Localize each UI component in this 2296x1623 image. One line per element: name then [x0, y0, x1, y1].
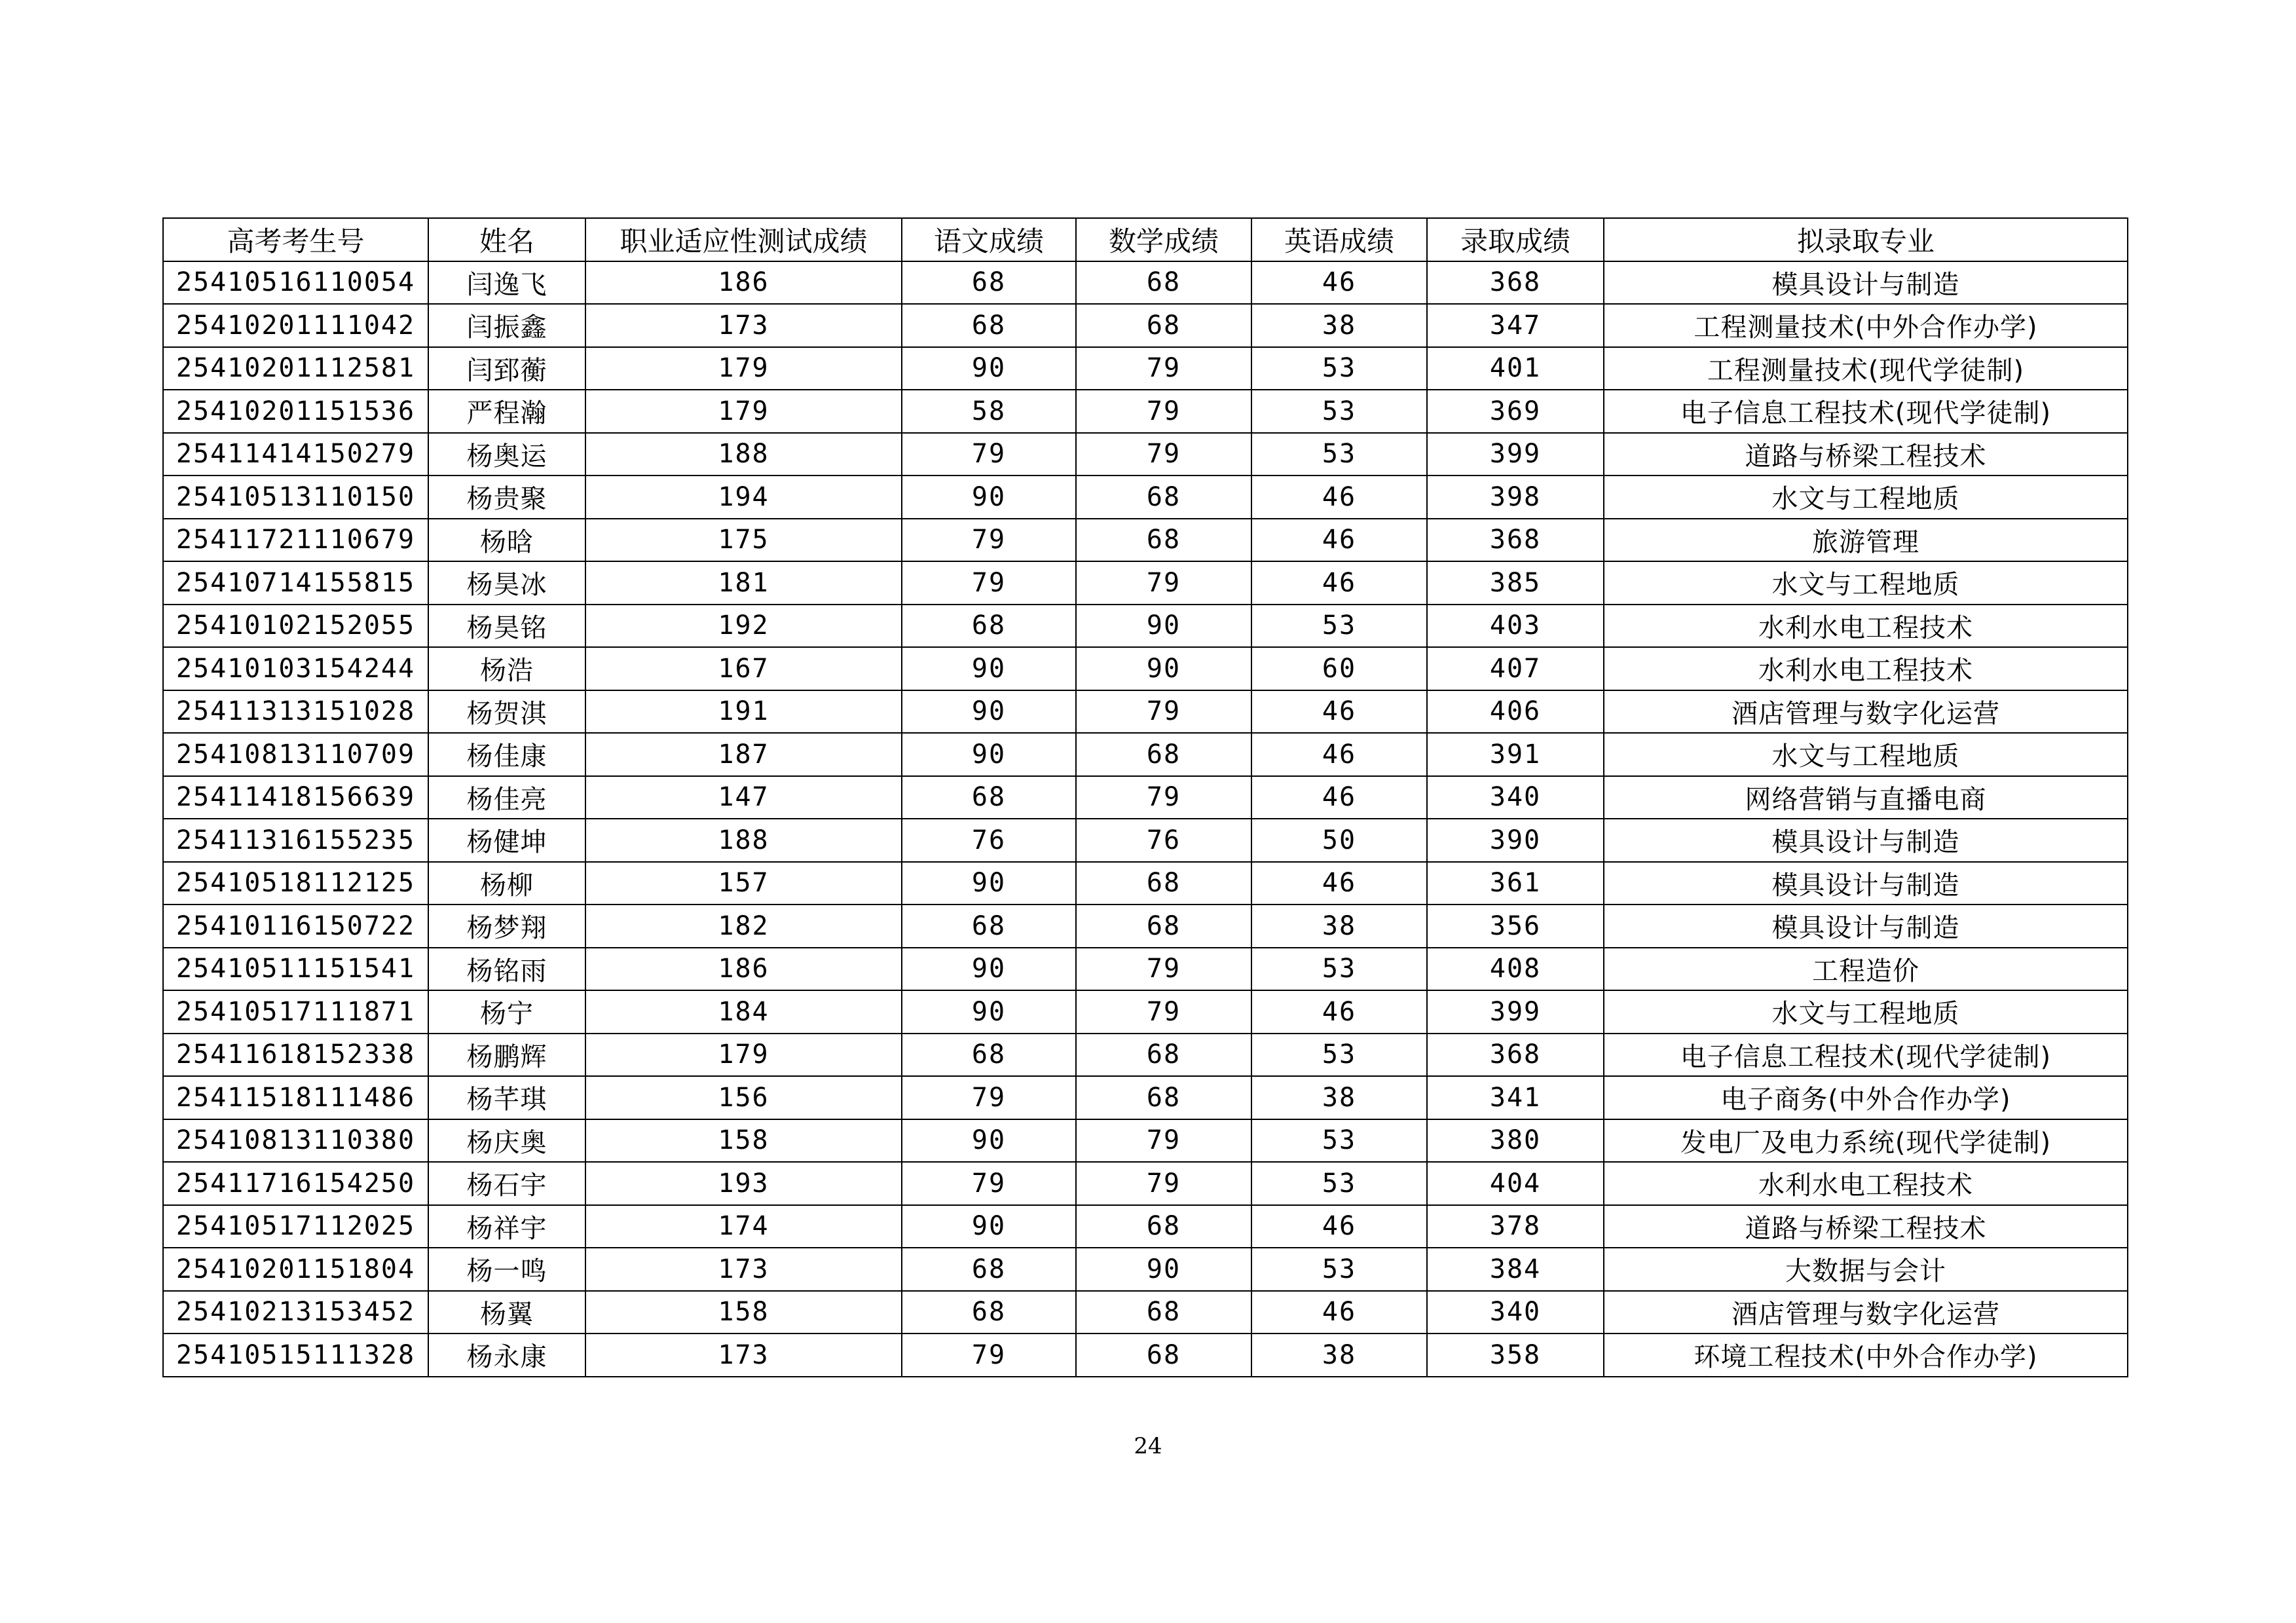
student-name-cell: 杨佳亮: [428, 776, 585, 819]
table-row: [163, 819, 2128, 862]
math-score-cell: 79: [1076, 347, 1251, 390]
math-score-cell: 68: [1076, 519, 1251, 562]
col-header-english-score: 英语成绩: [1251, 218, 1427, 261]
english-score-cell: 46: [1251, 690, 1427, 734]
aptitude-score-cell: 157: [585, 862, 902, 905]
major-cell: 水文与工程地质: [1604, 476, 2128, 519]
major-cell: 水利水电工程技术: [1604, 647, 2128, 690]
exam-id-cell: 25410813110709: [163, 733, 428, 776]
major-cell: 水利水电工程技术: [1604, 605, 2128, 648]
math-score-cell: 90: [1076, 1248, 1251, 1291]
admission-score-cell: 368: [1427, 261, 1604, 305]
chinese-score-cell: 79: [902, 1334, 1076, 1377]
student-name-cell: 杨晗: [428, 519, 585, 562]
aptitude-score-cell: 179: [585, 390, 902, 433]
table-row: [163, 519, 2128, 562]
table-row: [163, 647, 2128, 690]
student-name-cell: 杨梦翔: [428, 905, 585, 948]
table-row: [163, 1205, 2128, 1248]
aptitude-score-cell: 188: [585, 433, 902, 476]
exam-id-cell: 25410518112125: [163, 862, 428, 905]
english-score-cell: 50: [1251, 819, 1427, 862]
major-cell: 发电厂及电力系统(现代学徒制): [1604, 1119, 2128, 1163]
math-score-cell: 68: [1076, 1291, 1251, 1334]
english-score-cell: 46: [1251, 519, 1427, 562]
chinese-score-cell: 68: [902, 776, 1076, 819]
aptitude-score-cell: 156: [585, 1076, 902, 1119]
admission-score-cell: 347: [1427, 304, 1604, 347]
exam-id-cell: 25410103154244: [163, 647, 428, 690]
aptitude-score-cell: 179: [585, 347, 902, 390]
aptitude-score-cell: 191: [585, 690, 902, 734]
exam-id-cell: 25410102152055: [163, 605, 428, 648]
admission-score-cell: 378: [1427, 1205, 1604, 1248]
student-name-cell: 杨宁: [428, 990, 585, 1034]
math-score-cell: 68: [1076, 905, 1251, 948]
math-score-cell: 68: [1076, 1205, 1251, 1248]
exam-id-cell: 25411316155235: [163, 819, 428, 862]
table-row: [163, 1291, 2128, 1334]
table-row: [163, 390, 2128, 433]
math-score-cell: 79: [1076, 776, 1251, 819]
english-score-cell: 53: [1251, 1248, 1427, 1291]
major-cell: 酒店管理与数字化运营: [1604, 690, 2128, 734]
chinese-score-cell: 58: [902, 390, 1076, 433]
math-score-cell: 79: [1076, 390, 1251, 433]
math-score-cell: 68: [1076, 733, 1251, 776]
major-cell: 工程造价: [1604, 948, 2128, 991]
english-score-cell: 38: [1251, 304, 1427, 347]
aptitude-score-cell: 184: [585, 990, 902, 1034]
admission-score-cell: 391: [1427, 733, 1604, 776]
exam-id-cell: 25410813110380: [163, 1119, 428, 1163]
major-cell: 水文与工程地质: [1604, 733, 2128, 776]
chinese-score-cell: 76: [902, 819, 1076, 862]
aptitude-score-cell: 193: [585, 1162, 902, 1205]
admission-score-cell: 340: [1427, 776, 1604, 819]
student-name-cell: 杨健坤: [428, 819, 585, 862]
english-score-cell: 53: [1251, 1162, 1427, 1205]
table-row: [163, 1034, 2128, 1077]
math-score-cell: 68: [1076, 862, 1251, 905]
major-cell: 道路与桥梁工程技术: [1604, 1205, 2128, 1248]
aptitude-score-cell: 182: [585, 905, 902, 948]
aptitude-score-cell: 192: [585, 605, 902, 648]
chinese-score-cell: 79: [902, 433, 1076, 476]
table-row: [163, 347, 2128, 390]
col-header-chinese-score: 语文成绩: [902, 218, 1076, 261]
aptitude-score-cell: 173: [585, 1334, 902, 1377]
table-row: [163, 605, 2128, 648]
table-row: [163, 776, 2128, 819]
aptitude-score-cell: 194: [585, 476, 902, 519]
admission-score-cell: 408: [1427, 948, 1604, 991]
student-name-cell: 杨贺淇: [428, 690, 585, 734]
math-score-cell: 79: [1076, 690, 1251, 734]
student-name-cell: 杨昊铭: [428, 605, 585, 648]
col-header-exam-id: 高考考生号: [163, 218, 428, 261]
major-cell: 环境工程技术(中外合作办学): [1604, 1334, 2128, 1377]
english-score-cell: 46: [1251, 1205, 1427, 1248]
chinese-score-cell: 90: [902, 862, 1076, 905]
exam-id-cell: 25411618152338: [163, 1034, 428, 1077]
chinese-score-cell: 90: [902, 733, 1076, 776]
aptitude-score-cell: 181: [585, 561, 902, 605]
aptitude-score-cell: 167: [585, 647, 902, 690]
math-score-cell: 68: [1076, 261, 1251, 305]
chinese-score-cell: 90: [902, 948, 1076, 991]
aptitude-score-cell: 186: [585, 948, 902, 991]
admission-score-cell: 380: [1427, 1119, 1604, 1163]
english-score-cell: 53: [1251, 433, 1427, 476]
exam-id-cell: 25410513110150: [163, 476, 428, 519]
student-name-cell: 闫逸飞: [428, 261, 585, 305]
english-score-cell: 38: [1251, 905, 1427, 948]
major-cell: 模具设计与制造: [1604, 261, 2128, 305]
col-header-admission-score: 录取成绩: [1427, 218, 1604, 261]
table-header-row: [163, 218, 2128, 261]
math-score-cell: 79: [1076, 1162, 1251, 1205]
student-name-cell: 杨奥运: [428, 433, 585, 476]
english-score-cell: 53: [1251, 390, 1427, 433]
table-row: [163, 476, 2128, 519]
english-score-cell: 53: [1251, 948, 1427, 991]
chinese-score-cell: 90: [902, 1205, 1076, 1248]
english-score-cell: 53: [1251, 1034, 1427, 1077]
english-score-cell: 38: [1251, 1334, 1427, 1377]
table-body: [163, 261, 2128, 1377]
english-score-cell: 53: [1251, 347, 1427, 390]
aptitude-score-cell: 158: [585, 1291, 902, 1334]
aptitude-score-cell: 186: [585, 261, 902, 305]
math-score-cell: 68: [1076, 1334, 1251, 1377]
table-row: [163, 733, 2128, 776]
major-cell: 大数据与会计: [1604, 1248, 2128, 1291]
chinese-score-cell: 90: [902, 647, 1076, 690]
student-name-cell: 闫郅蘅: [428, 347, 585, 390]
admission-score-cell: 399: [1427, 990, 1604, 1034]
major-cell: 水文与工程地质: [1604, 990, 2128, 1034]
english-score-cell: 46: [1251, 776, 1427, 819]
english-score-cell: 38: [1251, 1076, 1427, 1119]
major-cell: 模具设计与制造: [1604, 905, 2128, 948]
math-score-cell: 79: [1076, 1119, 1251, 1163]
admission-score-cell: 401: [1427, 347, 1604, 390]
chinese-score-cell: 79: [902, 1076, 1076, 1119]
admission-score-cell: 406: [1427, 690, 1604, 734]
admission-score-cell: 390: [1427, 819, 1604, 862]
chinese-score-cell: 79: [902, 561, 1076, 605]
aptitude-score-cell: 187: [585, 733, 902, 776]
table-row: [163, 862, 2128, 905]
exam-id-cell: 25411518111486: [163, 1076, 428, 1119]
major-cell: 旅游管理: [1604, 519, 2128, 562]
exam-id-cell: 25410517111871: [163, 990, 428, 1034]
major-cell: 电子商务(中外合作办学): [1604, 1076, 2128, 1119]
chinese-score-cell: 90: [902, 690, 1076, 734]
admission-score-cell: 341: [1427, 1076, 1604, 1119]
admission-score-cell: 361: [1427, 862, 1604, 905]
admission-score-cell: 358: [1427, 1334, 1604, 1377]
table-row: [163, 1162, 2128, 1205]
table-row: [163, 905, 2128, 948]
exam-id-cell: 25410201112581: [163, 347, 428, 390]
aptitude-score-cell: 173: [585, 1248, 902, 1291]
exam-id-cell: 25410511151541: [163, 948, 428, 991]
aptitude-score-cell: 147: [585, 776, 902, 819]
aptitude-score-cell: 173: [585, 304, 902, 347]
exam-id-cell: 25410201151804: [163, 1248, 428, 1291]
major-cell: 水利水电工程技术: [1604, 1162, 2128, 1205]
student-name-cell: 杨昊冰: [428, 561, 585, 605]
chinese-score-cell: 68: [902, 261, 1076, 305]
major-cell: 道路与桥梁工程技术: [1604, 433, 2128, 476]
page-number: 24: [1134, 1433, 1162, 1459]
exam-id-cell: 25411418156639: [163, 776, 428, 819]
table-row: [163, 1076, 2128, 1119]
english-score-cell: 46: [1251, 261, 1427, 305]
math-score-cell: 68: [1076, 476, 1251, 519]
chinese-score-cell: 68: [902, 1291, 1076, 1334]
chinese-score-cell: 90: [902, 990, 1076, 1034]
student-name-cell: 杨贵聚: [428, 476, 585, 519]
chinese-score-cell: 68: [902, 905, 1076, 948]
exam-id-cell: 25410714155815: [163, 561, 428, 605]
math-score-cell: 90: [1076, 647, 1251, 690]
math-score-cell: 68: [1076, 304, 1251, 347]
math-score-cell: 79: [1076, 948, 1251, 991]
math-score-cell: 79: [1076, 433, 1251, 476]
admission-score-cell: 369: [1427, 390, 1604, 433]
admission-score-cell: 407: [1427, 647, 1604, 690]
col-header-aptitude-score: 职业适应性测试成绩: [585, 218, 902, 261]
aptitude-score-cell: 175: [585, 519, 902, 562]
student-name-cell: 杨鹏辉: [428, 1034, 585, 1077]
math-score-cell: 90: [1076, 605, 1251, 648]
exam-id-cell: 25411414150279: [163, 433, 428, 476]
table-row: [163, 948, 2128, 991]
english-score-cell: 46: [1251, 733, 1427, 776]
student-name-cell: 杨佳康: [428, 733, 585, 776]
admission-score-cell: 403: [1427, 605, 1604, 648]
student-name-cell: 杨芊琪: [428, 1076, 585, 1119]
table-row: [163, 304, 2128, 347]
exam-id-cell: 25410201111042: [163, 304, 428, 347]
english-score-cell: 53: [1251, 605, 1427, 648]
major-cell: 酒店管理与数字化运营: [1604, 1291, 2128, 1334]
student-name-cell: 杨柳: [428, 862, 585, 905]
major-cell: 模具设计与制造: [1604, 862, 2128, 905]
chinese-score-cell: 68: [902, 1034, 1076, 1077]
admission-score-cell: 385: [1427, 561, 1604, 605]
english-score-cell: 46: [1251, 1291, 1427, 1334]
major-cell: 水文与工程地质: [1604, 561, 2128, 605]
table-row: [163, 1248, 2128, 1291]
student-name-cell: 杨永康: [428, 1334, 585, 1377]
exam-id-cell: 25411313151028: [163, 690, 428, 734]
english-score-cell: 46: [1251, 476, 1427, 519]
admission-score-table: [162, 217, 2128, 1377]
math-score-cell: 79: [1076, 561, 1251, 605]
admission-score-cell: 368: [1427, 1034, 1604, 1077]
major-cell: 电子信息工程技术(现代学徒制): [1604, 390, 2128, 433]
math-score-cell: 79: [1076, 990, 1251, 1034]
admission-score-cell: 384: [1427, 1248, 1604, 1291]
aptitude-score-cell: 188: [585, 819, 902, 862]
chinese-score-cell: 68: [902, 605, 1076, 648]
admission-score-cell: 368: [1427, 519, 1604, 562]
student-name-cell: 杨石宇: [428, 1162, 585, 1205]
major-cell: 电子信息工程技术(现代学徒制): [1604, 1034, 2128, 1077]
student-name-cell: 杨祥宇: [428, 1205, 585, 1248]
student-name-cell: 闫振鑫: [428, 304, 585, 347]
student-name-cell: 杨一鸣: [428, 1248, 585, 1291]
math-score-cell: 68: [1076, 1034, 1251, 1077]
chinese-score-cell: 90: [902, 476, 1076, 519]
exam-id-cell: 25410517112025: [163, 1205, 428, 1248]
aptitude-score-cell: 158: [585, 1119, 902, 1163]
chinese-score-cell: 90: [902, 1119, 1076, 1163]
table-row: [163, 1119, 2128, 1163]
major-cell: 网络营销与直播电商: [1604, 776, 2128, 819]
english-score-cell: 60: [1251, 647, 1427, 690]
major-cell: 模具设计与制造: [1604, 819, 2128, 862]
chinese-score-cell: 68: [902, 304, 1076, 347]
col-header-major: 拟录取专业: [1604, 218, 2128, 261]
exam-id-cell: 25410213153452: [163, 1291, 428, 1334]
aptitude-score-cell: 179: [585, 1034, 902, 1077]
exam-id-cell: 25410116150722: [163, 905, 428, 948]
exam-id-cell: 25411721110679: [163, 519, 428, 562]
table-row: [163, 433, 2128, 476]
student-name-cell: 杨翼: [428, 1291, 585, 1334]
english-score-cell: 46: [1251, 862, 1427, 905]
admission-score-cell: 356: [1427, 905, 1604, 948]
table-row: [163, 561, 2128, 605]
chinese-score-cell: 68: [902, 1248, 1076, 1291]
admission-score-cell: 404: [1427, 1162, 1604, 1205]
english-score-cell: 46: [1251, 990, 1427, 1034]
student-name-cell: 杨庆奥: [428, 1119, 585, 1163]
chinese-score-cell: 90: [902, 347, 1076, 390]
table-row: [163, 690, 2128, 734]
student-name-cell: 杨浩: [428, 647, 585, 690]
student-name-cell: 严程瀚: [428, 390, 585, 433]
col-header-math-score: 数学成绩: [1076, 218, 1251, 261]
major-cell: 工程测量技术(现代学徒制): [1604, 347, 2128, 390]
exam-id-cell: 25411716154250: [163, 1162, 428, 1205]
aptitude-score-cell: 174: [585, 1205, 902, 1248]
english-score-cell: 53: [1251, 1119, 1427, 1163]
exam-id-cell: 25410201151536: [163, 390, 428, 433]
col-header-name: 姓名: [428, 218, 585, 261]
exam-id-cell: 25410516110054: [163, 261, 428, 305]
table-row: [163, 990, 2128, 1034]
admission-score-cell: 399: [1427, 433, 1604, 476]
english-score-cell: 46: [1251, 561, 1427, 605]
math-score-cell: 68: [1076, 1076, 1251, 1119]
admission-score-cell: 340: [1427, 1291, 1604, 1334]
table-row: [163, 1334, 2128, 1377]
math-score-cell: 76: [1076, 819, 1251, 862]
major-cell: 工程测量技术(中外合作办学): [1604, 304, 2128, 347]
exam-id-cell: 25410515111328: [163, 1334, 428, 1377]
student-name-cell: 杨铭雨: [428, 948, 585, 991]
admission-score-cell: 398: [1427, 476, 1604, 519]
chinese-score-cell: 79: [902, 519, 1076, 562]
table-row: [163, 261, 2128, 305]
chinese-score-cell: 79: [902, 1162, 1076, 1205]
